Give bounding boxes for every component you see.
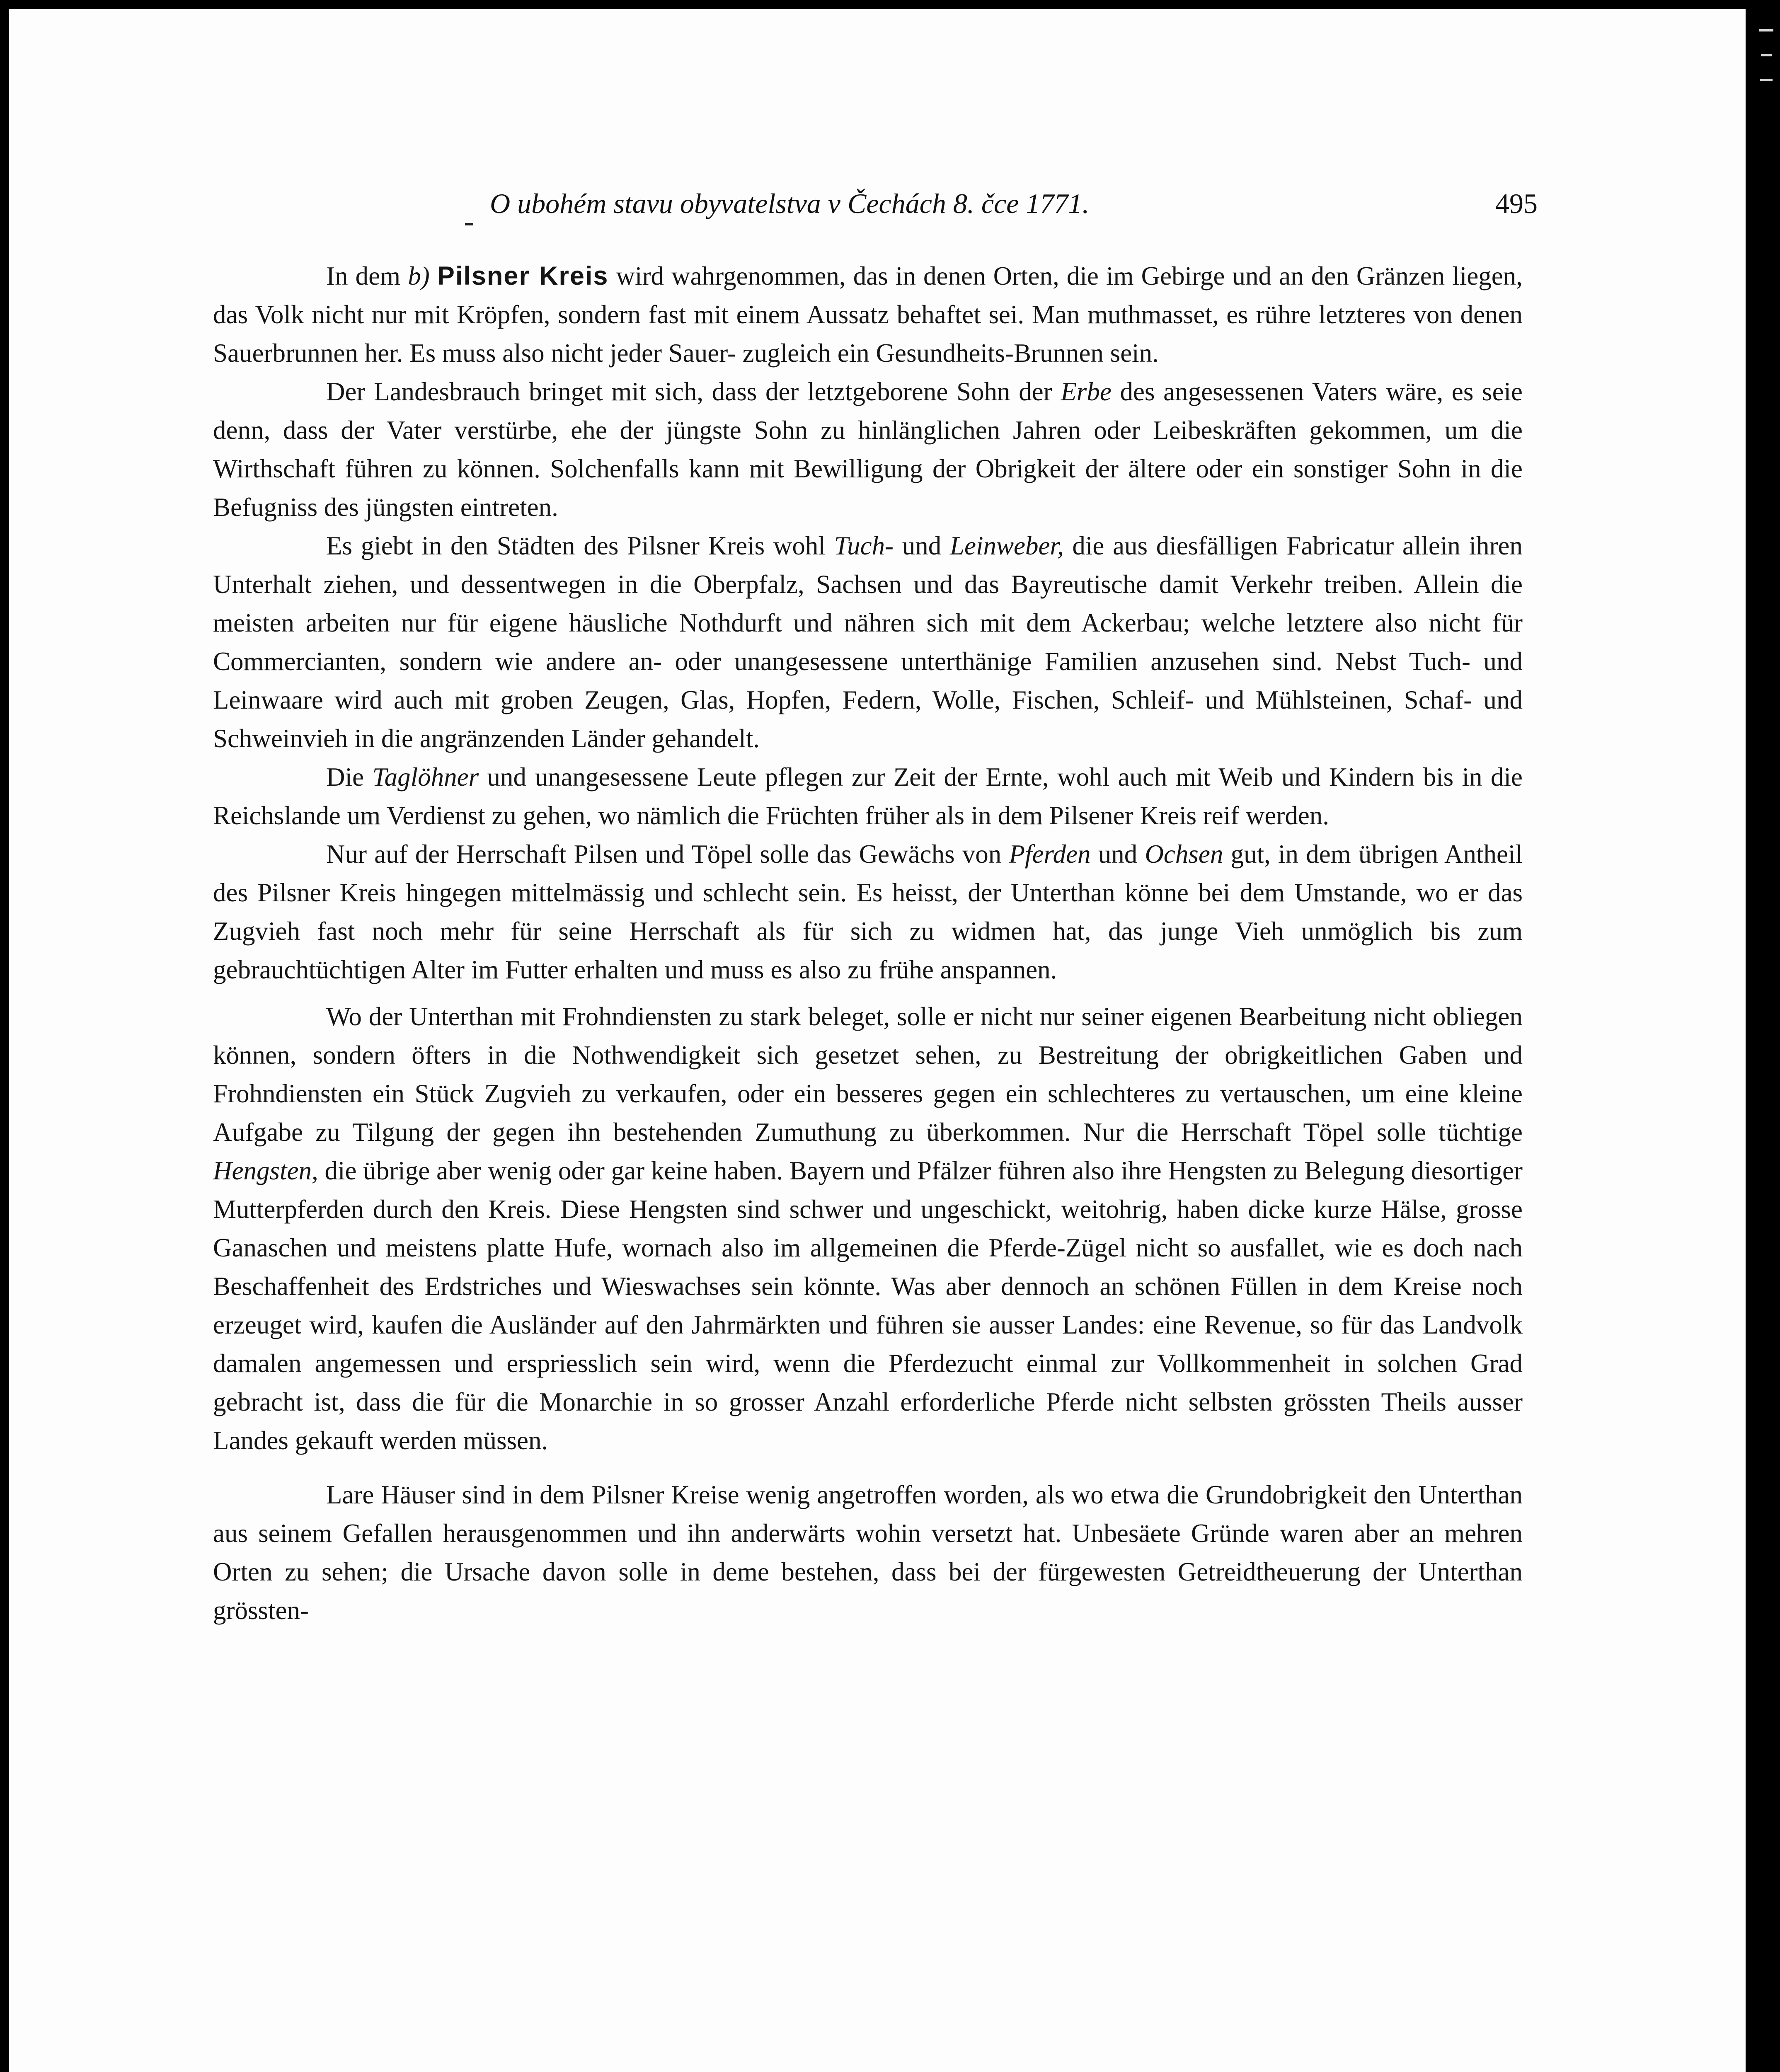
text-run: wird wahrgenommen, das in denen Orten, die im Gebirge und an den Gränzen liegen, das Volk nicht nur mit Kröpfen, sondern fast mit einem Aussatz behaftet sei. Man muthmasset, es rühre letzteres von denen Sauerbrunnen her. Es muss also nicht jeder Sauer- zugleich ein Gesundheits-Brunnen sein. (213, 261, 1523, 368)
emphasis-erbe: Erbe (1061, 377, 1112, 406)
emphasis-hengsten: Hengsten, (213, 1156, 318, 1185)
edge-mark (1761, 54, 1772, 56)
text-run: und (894, 531, 950, 560)
text-run: Es giebt in den Städten des Pilsner Kreis wohl (326, 531, 834, 560)
paragraph-landesbrauch (213, 373, 1523, 527)
text-run: Der Landesbrauch bringet mit sich, dass der letztgeborene Sohn der (326, 377, 1061, 406)
running-title: O ubohém stavu obyvatelstva v Čechách 8. čce 1771. (490, 188, 1090, 219)
emphasis-tuch: Tuch- (834, 531, 894, 560)
page-edge-shadow (1756, 0, 1780, 2072)
emphasis-tagloehner: Taglöhner (372, 762, 479, 792)
label-b: b) (408, 261, 430, 290)
paragraph-pilsner-kreis (213, 257, 1523, 373)
edge-mark (1759, 29, 1773, 31)
text-run: In dem (326, 261, 408, 290)
paragraph-gewaechs (213, 835, 1523, 989)
book-page (9, 9, 1746, 2072)
paragraph-tagloehner (213, 758, 1523, 835)
paragraph-weber (213, 527, 1523, 758)
emphasis-leinweber: Leinweber, (949, 531, 1064, 560)
text-run: des angesessenen Vaters wäre, es seie denn, dass der Vater verstürbe, ehe der jüngste Sohn zu hinlänglichen Jahren oder Leibeskräften gekommen, um die Wirthschaft führen zu können. Solchenfalls kann mit Bewilligung der Obrigkeit der ältere oder ein sonstiger Sohn in die Befugniss des jüngsten eintreten. (213, 377, 1523, 522)
edge-mark (1760, 79, 1773, 81)
emphasis-pferden: Pferden (1009, 840, 1091, 869)
text-run: Die (326, 762, 373, 792)
region-name: Pilsner Kreis (437, 261, 609, 290)
text-run: die übrige aber wenig oder gar keine haben. Bayern und Pfälzer führen also ihre Hengsten zu Belegung diesortiger Mutterpferden durch den Kreis. Diese Hengsten sind schwer und ungeschickt, weitohrig, haben dicke kurze Hälse, grosse Ganaschen und meistens platte Hufe, wornach also im allgemeinen die Pferde-Zügel nicht so ausfallet, wie es doch nach Beschaffenheit des Erdstriches und Wieswachses sein könnte. Was aber dennoch an schönen Füllen in dem Kreise noch erzeuget wird, kaufen die Ausländer auf den Jahrmärkten und führen sie ausser Landes: eine Revenue, so für das Landvolk damalen angemessen und erspriesslich sein wird, wenn die Pferdezucht einmal zur Vollkommenheit in solchen Grad gebracht ist, dass die für die Monarchie in so grosser Anzahl erforderliche Pferde nicht selbsten grössten Theils ausser Landes gekauft werden müssen. (213, 1156, 1523, 1455)
text-run: Nur auf der Herrschaft Pilsen und Töpel solle das Gewächs von (326, 840, 1009, 869)
header-dash (465, 223, 473, 225)
text-run: und unangesessene Leute pflegen zur Zeit der Ernte, wohl auch mit Weib und Kindern bis in die Reichslande um Verdienst zu gehen, wo nämlich die Früchten früher als in dem Pilsener Kreis reif werden. (213, 762, 1523, 830)
text-run: und (1090, 840, 1145, 869)
page-number: 495 (1495, 188, 1538, 219)
text-run: die aus diesfälligen Fabricatur allein ihren Unterhalt ziehen, und dessentwegen in die Oberpfalz, Sachsen und das Bayreutische damit Verkehr treiben. Allein die meisten arbeiten nur für eigene häusliche Nothdurft und nähren sich mit dem Ackerbau; welche letztere also nicht für Commercianten, sondern wie andere an- oder unangesessene unterthänige Familien anzusehen sind. Nebst Tuch- und Leinwaare wird auch mit groben Zeugen, Glas, Hopfen, Federn, Wolle, Fischen, Schleif- und Mühlsteinen, Schaf- und Schweinvieh in die angränzenden Länder gehandelt. (213, 531, 1523, 753)
text-run: Wo der Unterthan mit Frohndiensten zu stark beleget, solle er nicht nur seiner eigenen Bearbeitung nicht obliegen können, sondern öfters in die Nothwendigkeit sich gesetzet sehen, zu Bestreitung der obrigkeitlichen Gaben und Frohndiensten ein Stück Zugvieh zu verkaufen, oder ein besseres gegen ein schlechteres zu vertauschen, um eine kleine Aufgabe zu Tilgung der gegen ihn bestehenden Zumuthung zu überkommen. Nur die Herrschaft Töpel solle tüchtige (213, 1002, 1523, 1147)
paragraph-frohndienste (213, 997, 1523, 1460)
emphasis-ochsen: Ochsen (1145, 840, 1223, 869)
text-run: gut, in dem übrigen Antheil des Pilsner Kreis hingegen mittelmässig und schlecht sein. Es heisst, der Unterthan könne bei dem Umstande, wo er das Zugvieh fast noch mehr für seine Herrschaft als für sich zu widmen hat, das junge Vieh unmöglich bis zum gebrauchtüchtigen Alter im Futter erhalten und muss es also zu frühe anspannen. (213, 840, 1523, 984)
page-body (213, 257, 1523, 1630)
paragraph-lare-haeuser: Lare Häuser sind in dem Pilsner Kreise wenig angetroffen worden, als wo etwa die Grundobrigkeit den Unterthan aus seinem Gefallen herausgenommen und ihn anderwärts wohin versetzt hat. Unbesäete Gründe waren aber an mehren Orten zu sehen; die Ursache davon solle in deme bestehen, dass bei der fürgewesten Getreidtheuerung der Unterthan grössten- (213, 1480, 1523, 1625)
